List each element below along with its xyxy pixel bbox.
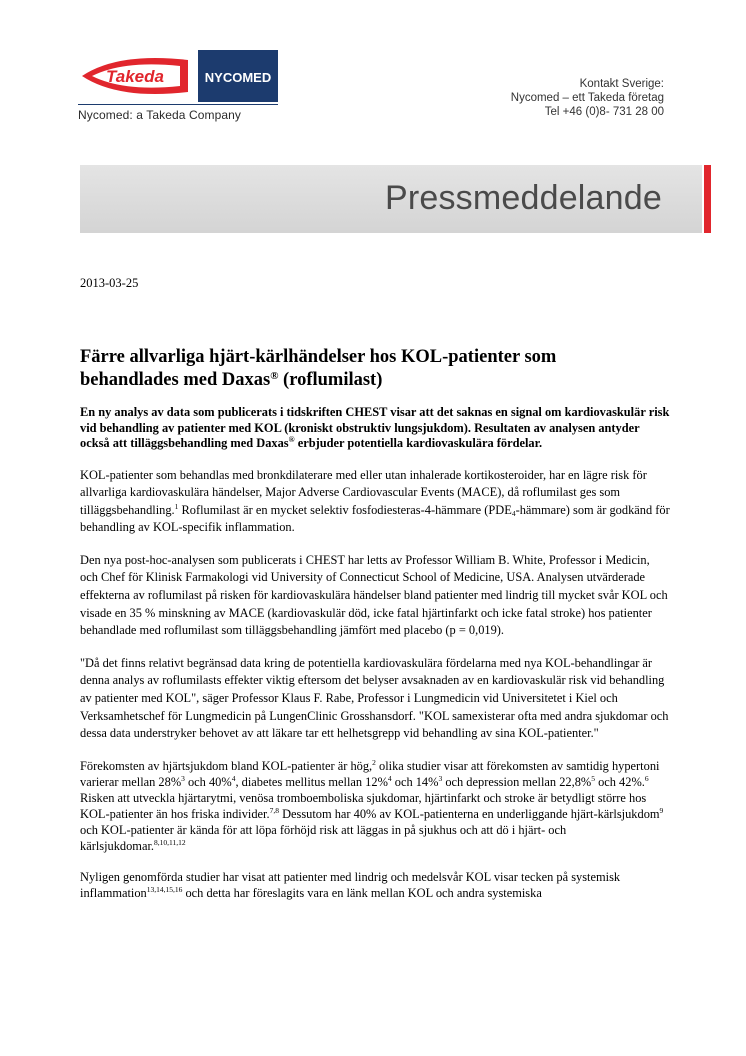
contact-line: Kontakt Sverige: <box>579 78 664 90</box>
paragraph-1 <box>80 467 670 537</box>
nycomed-logo-text: NYCOMED <box>204 70 272 85</box>
reference-marker: 13,14,15,16 <box>146 884 183 894</box>
subscript: 4 <box>511 508 516 518</box>
paragraph-text: Nyligen genomförda studier har visat att patienter med lindrig och medelsvår KOL visar tecken på systemisk inflammation <box>80 869 621 900</box>
reference-marker: 4 <box>231 773 236 783</box>
paragraph-text: , diabetes mellitus mellan 12% <box>235 774 388 789</box>
paragraph-4 <box>80 758 670 854</box>
lead-text: En ny analys av data som publicerats i tidskriften CHEST visar att det saknas en signal om kardiovaskulär risk vid behandling av patienter med KOL (kroniskt obstruktiv lungsjukdom). Resultaten av analysen antyder också att tilläggsbehandling med Daxas <box>80 405 670 450</box>
paragraph-text: och 40% <box>184 774 232 789</box>
contact-line: Nycomed – ett Takeda företag <box>510 92 664 104</box>
paragraph-text: Dessutom har 40% av KOL-patienterna en underliggande hjärt-kärlsjukdom <box>278 806 660 821</box>
registered-mark: ® <box>270 370 279 382</box>
contact-block <box>404 77 664 119</box>
company-logo <box>78 46 278 130</box>
reference-marker: 4 <box>387 773 392 783</box>
article-headline <box>80 346 670 392</box>
paragraph-text: och 42%. <box>594 774 645 789</box>
takeda-logo-text: Takeda <box>106 67 164 86</box>
reference-marker: 3 <box>438 773 443 783</box>
headline-line: (roflumilast) <box>278 370 383 390</box>
paragraph-3: "Då det finns relativt begränsad data kring de potentiella kardiovaskulära fördelarna med nya KOL-behandlingar är denna analys av roflumilasts effekter viktig eftersom det belyser avsaknaden av en kardiovaskulär risk vid behandling av patienter med KOL", säger Professor Klaus F. Rabe, Professor i Lungmedicin vid Universitetet i Kiel och Verksamhetschef för Lungmedicin på LungenClinic Grosshansdorf. "KOL samexisterar ofta med andra sjukdomar och dessa data understryker behovet av att läkare tar ett helhetsgrepp vid behandling av sina KOL-patienter." <box>80 655 669 741</box>
paragraph-text: och KOL-patienter är kända för att löpa förhöjd risk att läggas in på sjukhus och att dö i hjärt- och kärlsjukdomar. <box>80 822 567 853</box>
registered-mark: ® <box>288 435 295 444</box>
paragraph-2: Den nya post-hoc-analysen som publicerats i CHEST har letts av Professor William B. White, Professor i Medicin, och Chef för Klinisk Farmakologi vid University of Connecticut School of Medicine, USA. Analysen utvärderade effekterna av roflumilast på risken för kardiovaskulära händelser bland patienter med lindrig till mycket svår KOL och visade en 35 % minskning av MACE (kardiovaskulär död, icke fatal hjärtinfarkt och icke fatal stroke) hos patienter behandlade med roflumilast som tilläggsbehandling jämfört med placebo (p = 0,019). <box>80 552 668 638</box>
paragraph-text: olika studier visar att förekomsten av samtidig hypertoni varierar mellan 28% <box>80 758 660 789</box>
lead-paragraph <box>80 405 670 452</box>
article-body <box>80 346 670 901</box>
paragraph-text: KOL-patienter som behandlas med bronkdilaterare med eller utan inhalerade kortikosteroider, har en lägre risk för allvarliga kardiovaskulära händelser, Major Adverse Cardiovascular Events (MACE), då roflumilast ges som tilläggsbehandling. <box>80 467 647 517</box>
logo-tagline: Nycomed: a Takeda Company <box>78 108 242 122</box>
reference-marker: 2 <box>372 757 376 767</box>
reference-marker: 5 <box>591 773 595 783</box>
press-release-banner <box>80 165 702 233</box>
paragraph-5 <box>80 869 670 901</box>
paragraph-text: och depression mellan 22,8% <box>442 774 592 789</box>
takeda-nycomed-logo-graphic <box>78 46 278 106</box>
headline-line: behandlades med Daxas <box>80 370 271 390</box>
banner-title: Pressmeddelande <box>384 179 662 217</box>
reference-marker: 7,8 <box>269 805 279 815</box>
paragraph-text: Roflumilast är en mycket selektiv fosfodiesteras-4-hämmare (PDE <box>178 502 512 517</box>
contact-phone: Tel +46 (0)8- 731 28 00 <box>544 106 664 118</box>
paragraph-text: Förekomsten av hjärtsjukdom bland KOL-patienter är hög, <box>80 758 373 773</box>
paragraph-text: och detta har föreslagits vara en länk mellan KOL och andra systemiska <box>182 885 542 900</box>
reference-marker: 8,10,11,12 <box>154 837 186 847</box>
paragraph-text: Risken att utveckla hjärtarytmi, venösa tromboemboliska sjukdomar, hjärtinfarkt och stroke är betydligt större hos KOL-patienter än hos friska individer. <box>80 790 647 821</box>
headline-line: Färre allvarliga hjärt-kärlhändelser hos KOL-patienter som <box>80 347 557 367</box>
reference-marker: 1 <box>174 501 179 511</box>
paragraph-text: -hämmare) som är godkänd för behandling av KOL-specifik inflammation. <box>80 502 670 535</box>
paragraph-text: och 14% <box>391 774 439 789</box>
release-date: 2013-03-25 <box>80 276 139 290</box>
lead-text: erbjuder potentiella kardiovaskulära fördelar. <box>294 436 543 450</box>
banner-accent-bar <box>704 165 711 233</box>
reference-marker: 6 <box>644 773 649 783</box>
reference-marker: 3 <box>181 773 185 783</box>
reference-marker: 9 <box>659 805 664 815</box>
